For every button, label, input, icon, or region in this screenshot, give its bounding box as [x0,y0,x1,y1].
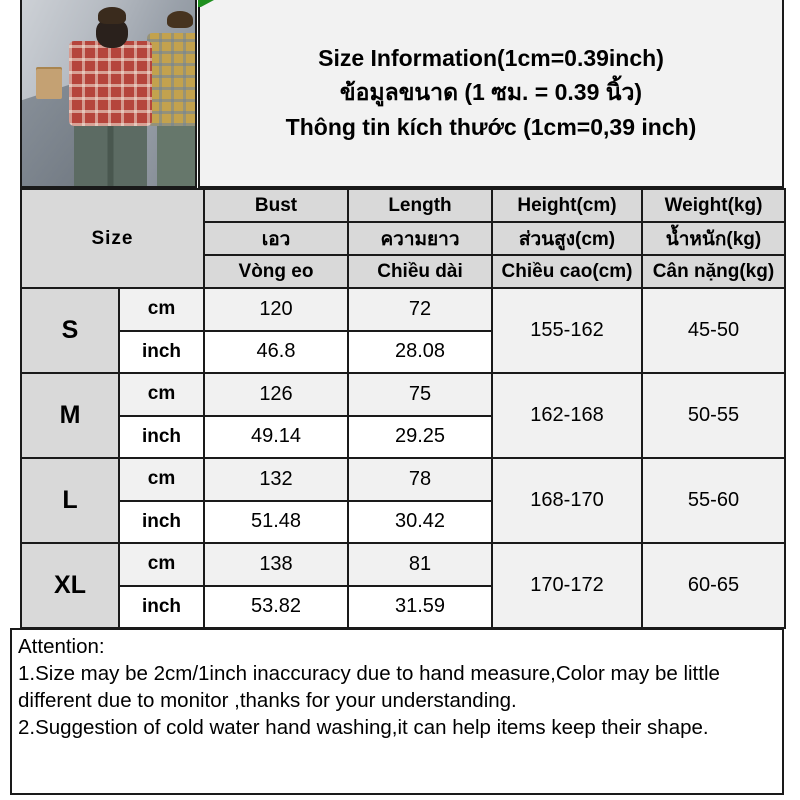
header-cell-height-en: Height(cm) [492,189,642,222]
value-cell-l-height: 168-170 [492,458,642,543]
value-cell-m-bust-inch: 49.14 [204,416,348,459]
value-cell-l-length-inch: 30.42 [348,501,492,544]
table-row-l-cm [21,458,785,501]
photo-right-person-jeans [157,123,197,186]
photo-paper-bag [36,67,62,99]
unit-label-inch: inch [119,416,204,459]
size-label-s: S [21,288,119,373]
table-row-s-cm [21,288,785,331]
value-cell-xl-bust-inch: 53.82 [204,586,348,629]
header-cell-length-th: ความยาว [348,222,492,255]
value-cell-m-length-cm: 75 [348,373,492,416]
unit-label-cm: cm [119,458,204,501]
photo-left-person-cap [98,7,126,24]
product-photo [20,0,197,188]
attention-box [10,628,784,795]
header-cell-weight-th: น้ำหนัก(kg) [642,222,785,255]
title-box [198,0,784,188]
title-line-vietnamese: Thông tin kích thước (1cm=0,39 inch) [285,113,697,140]
value-cell-xl-bust-cm: 138 [204,543,348,586]
header-cell-weight-en: Weight(kg) [642,189,785,222]
value-cell-s-bust-cm: 120 [204,288,348,331]
photo-right-person-plaid-shirt [147,33,197,126]
value-cell-m-height: 162-168 [492,373,642,458]
value-cell-l-weight: 55-60 [642,458,785,543]
value-cell-l-bust-cm: 132 [204,458,348,501]
unit-label-inch: inch [119,501,204,544]
value-cell-xl-height: 170-172 [492,543,642,628]
header-cell-length-en: Length [348,189,492,222]
size-label-l: L [21,458,119,543]
value-cell-s-length-cm: 72 [348,288,492,331]
header-row-english [21,189,785,222]
value-cell-s-weight: 45-50 [642,288,785,373]
photo-left-person-jeans [74,123,147,186]
photo-right-person-cap [167,11,193,28]
header-cell-bust-th: เอว [204,222,348,255]
value-cell-m-length-inch: 29.25 [348,416,492,459]
value-cell-m-weight: 50-55 [642,373,785,458]
title-line-thai: ข้อมูลขนาด (1 ซม. = 0.39 นิ้ว) [339,79,643,106]
value-cell-s-length-inch: 28.08 [348,331,492,374]
value-cell-m-bust-cm: 126 [204,373,348,416]
attention-item-1: 1.Size may be 2cm/1inch inaccuracy due to hand measure,Color may be little different due to monitor ,thanks for your understanding. [18,662,720,712]
value-cell-xl-length-inch: 31.59 [348,586,492,629]
size-header-cell: Size [21,189,204,288]
value-cell-s-bust-inch: 46.8 [204,331,348,374]
unit-label-inch: inch [119,586,204,629]
header-cell-weight-vi: Cân nặng(kg) [642,255,785,288]
unit-label-cm: cm [119,373,204,416]
table-row-m-cm [21,373,785,416]
attention-heading: Attention: [18,635,105,658]
unit-label-cm: cm [119,543,204,586]
title-line-english: Size Information(1cm=0.39inch) [318,44,664,71]
table-row-xl-cm [21,543,785,586]
photo-left-person-plaid-shirt [69,41,152,127]
unit-label-cm: cm [119,288,204,331]
value-cell-xl-weight: 60-65 [642,543,785,628]
header-cell-bust-vi: Vòng eo [204,255,348,288]
value-cell-l-length-cm: 78 [348,458,492,501]
value-cell-s-height: 155-162 [492,288,642,373]
size-label-m: M [21,373,119,458]
header-cell-length-vi: Chiều dài [348,255,492,288]
size-label-xl: XL [21,543,119,628]
header-cell-height-th: ส่วนสูง(cm) [492,222,642,255]
header-cell-height-vi: Chiều cao(cm) [492,255,642,288]
size-table [20,188,786,629]
unit-label-inch: inch [119,331,204,374]
attention-item-2: 2.Suggestion of cold water hand washing,it can help items keep their shape. [18,716,709,739]
header-cell-bust-en: Bust [204,189,348,222]
value-cell-xl-length-cm: 81 [348,543,492,586]
value-cell-l-bust-inch: 51.48 [204,501,348,544]
